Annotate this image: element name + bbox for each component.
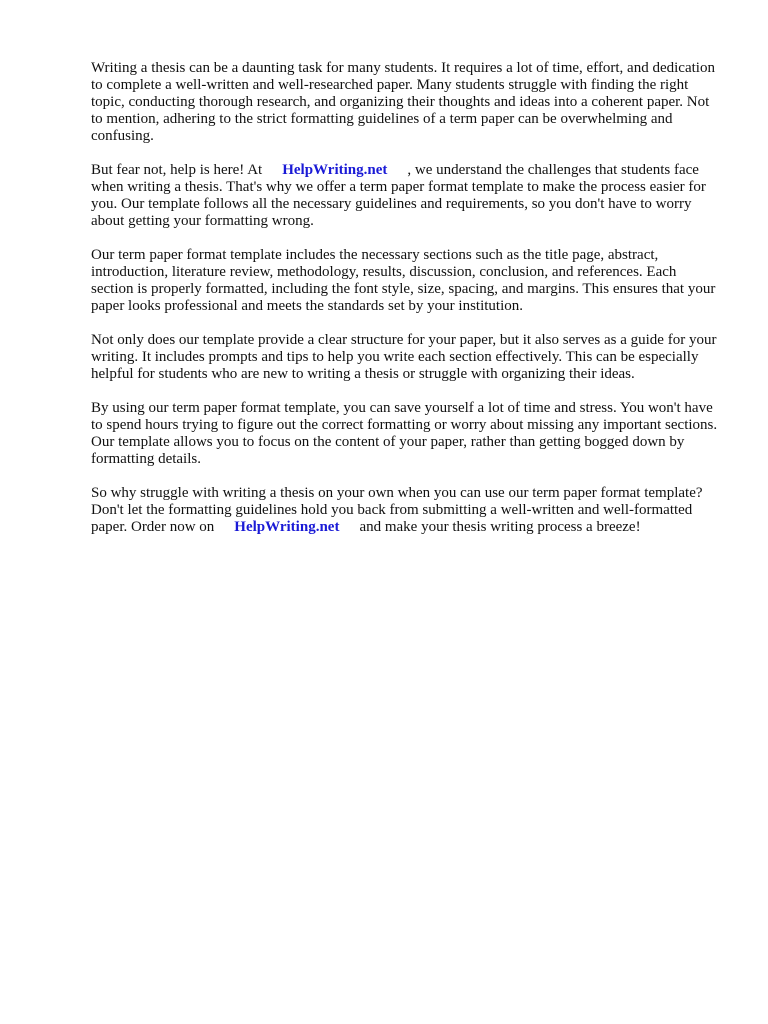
paragraph-intro: Writing a thesis can be a daunting task for many students. It requires a lot of time, effort, and dedication to complete a well-written and well-researched paper. Many students struggle with finding the right topic, conducting thorough research, and organizing their thoughts and ideas into a coherent paper. Not to mention, adhering to the strict formatting guidelines of a term paper can be overwhelming and confusing. bbox=[91, 60, 715, 144]
paragraph-sections: Our term paper format template includes the necessary sections such as the title page, abstract, introduction, literature review, methodology, results, discussion, conclusion, and references. Each section is properly formatted, including the font style, size, spacing, and margins. This ensures that your paper looks professional and meets the standards set by your institution. bbox=[91, 247, 716, 314]
helpwriting-link-1[interactable]: HelpWriting.net bbox=[282, 162, 388, 178]
paragraph-help bbox=[91, 162, 721, 230]
paragraph-closing bbox=[91, 485, 721, 536]
helpwriting-link-2[interactable]: HelpWriting.net bbox=[234, 519, 340, 535]
paragraph-guide: Not only does our template provide a clear structure for your paper, but it also serves as a guide for your writing. It includes prompts and tips to help you write each section effectively. This can be especially helpful for students who are new to writing a thesis or struggle with organizing their ideas. bbox=[91, 332, 717, 382]
paragraph-time: By using our term paper format template, you can save yourself a lot of time and stress. You won't have to spend hours trying to figure out the correct formatting or worry about missing any important sections. Our template allows you to focus on the content of your paper, rather than getting bogged down by formatting details. bbox=[91, 400, 718, 467]
paragraph-closing-end: and make your thesis writing process a breeze! bbox=[359, 519, 641, 535]
paragraph-closing-start: So why struggle with writing a thesis on your own when you can use our term paper format template? Don't let the formatting guidelines hold you back from submitting a well-written and well-formatted paper. Order now on bbox=[91, 485, 703, 535]
paragraph-help-start: But fear not, help is here! At bbox=[91, 162, 263, 178]
paragraph-help-end: , we understand the challenges that students face when writing a thesis. That's why we offer a term paper format template to make the process easier for you. Our template follows all the necessary guidelines and requirements, so you don't have to worry about getting your formatting wrong. bbox=[91, 162, 706, 229]
document-body bbox=[91, 60, 721, 553]
